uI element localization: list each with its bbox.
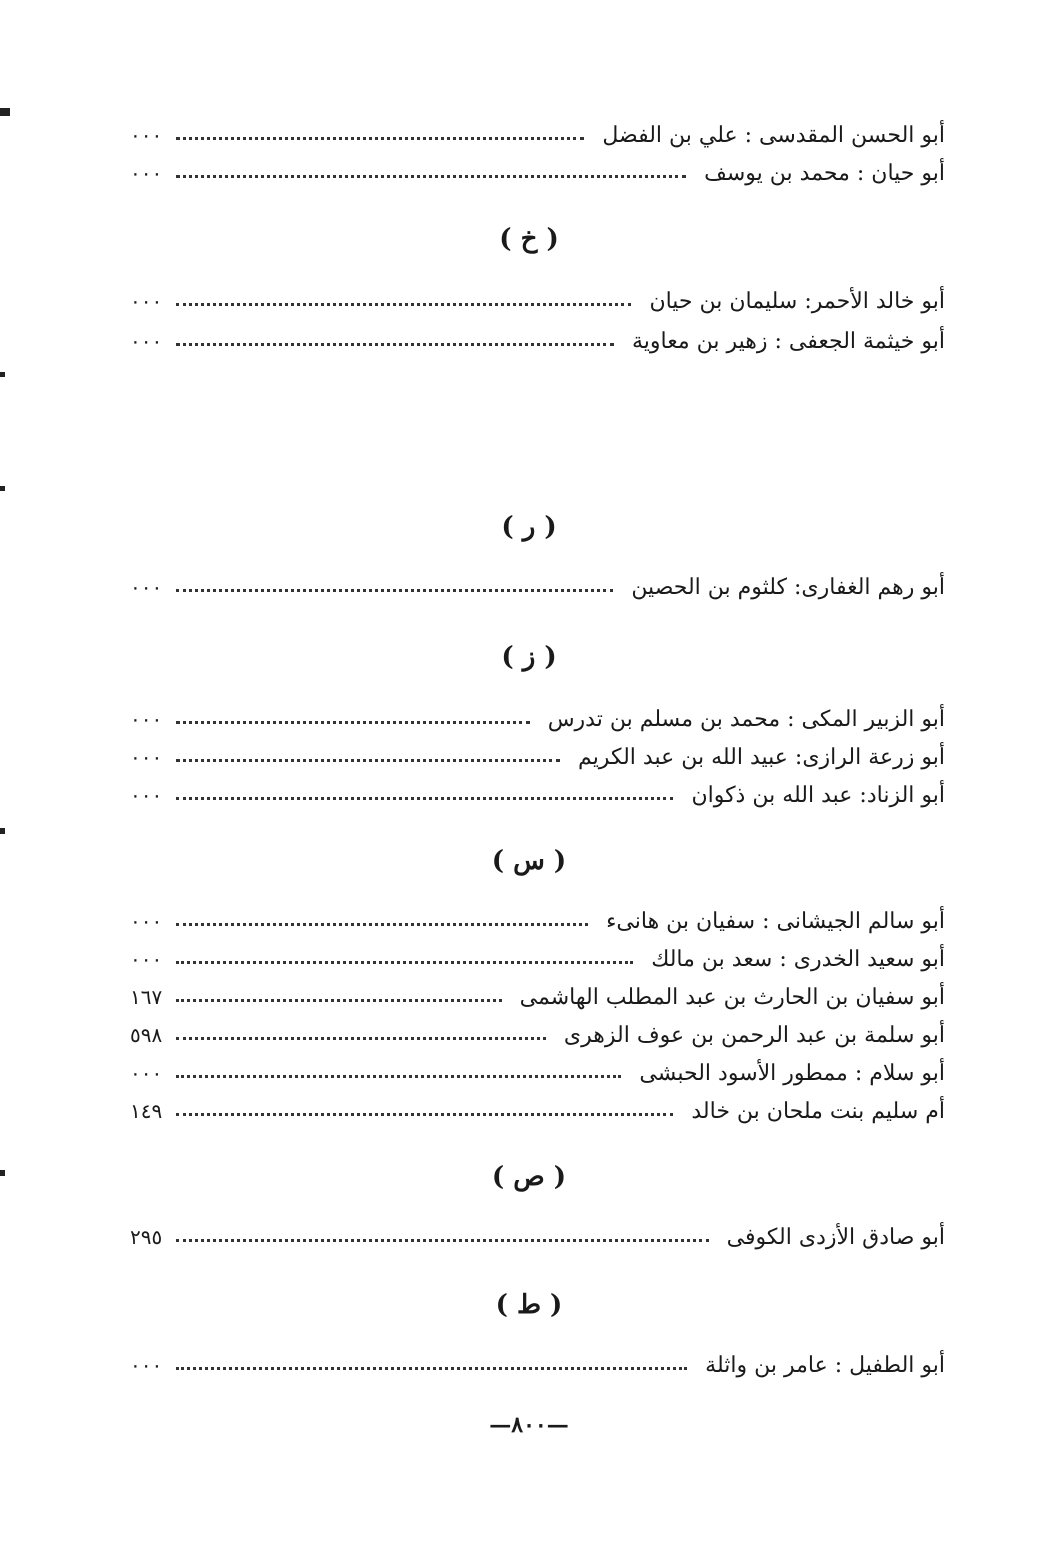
dot-leader	[176, 909, 588, 926]
entry-page: ٠٠٠	[130, 575, 163, 599]
entry-page: ٠٠٠	[130, 909, 163, 933]
entry-name: أبو خيثمة الجعفى : زهير بن معاوية	[632, 328, 945, 354]
index-entry	[130, 902, 945, 940]
entry-name: أبو حيان : محمد بن يوسف	[704, 160, 945, 186]
entry-page: ٠٠٠	[130, 745, 163, 769]
dot-leader	[176, 985, 502, 1002]
index-entry	[130, 568, 945, 606]
entry-page: ٥٩٨	[130, 1023, 163, 1047]
entry-page: ٠٠٠	[130, 783, 163, 807]
index-entry	[130, 1218, 945, 1256]
section-heading: ( س )	[491, 846, 567, 876]
section-heading: ( ر )	[501, 512, 557, 542]
entry-name: أبو صادق الأزدى الكوفى	[726, 1224, 945, 1250]
dot-leader	[176, 1023, 546, 1040]
dot-leader	[176, 329, 614, 346]
entry-name: أبو الطفيل : عامر بن واثلة	[705, 1352, 945, 1378]
entry-name: أبو خالد الأحمر: سليمان بن حيان	[649, 288, 945, 314]
section-heading: ( ص )	[491, 1162, 567, 1192]
entry-page: ٢٩٥	[130, 1225, 163, 1249]
entry-page: ٠٠٠	[130, 707, 163, 731]
index-entry	[130, 940, 945, 978]
dot-leader	[176, 289, 631, 306]
scan-mark	[0, 828, 5, 834]
dot-leader	[176, 783, 673, 800]
entry-page: ٠٠٠	[130, 161, 163, 185]
index-entry	[130, 700, 945, 738]
index-entry	[130, 1346, 945, 1384]
section-heading: ( ط )	[495, 1290, 563, 1320]
dot-leader	[176, 745, 560, 762]
entry-name: أبو الحسن المقدسى : علي بن الفضل	[602, 122, 945, 148]
index-entry	[130, 1054, 945, 1092]
entry-page: ٠٠٠	[130, 289, 163, 313]
index-entry	[130, 978, 945, 1016]
index-entry	[130, 322, 945, 360]
entry-page: ١٤٩	[130, 1099, 163, 1123]
scan-mark	[0, 486, 5, 491]
dot-leader	[176, 575, 613, 592]
dot-leader	[176, 161, 686, 178]
entry-name: أبو الزبير المكى : محمد بن مسلم بن تدرس	[547, 706, 945, 732]
entry-name: أبو رهم الغفارى: كلثوم بن الحصين	[631, 574, 945, 600]
entry-page: ٠٠٠	[130, 1061, 163, 1085]
index-entry	[130, 1092, 945, 1130]
index-entry	[130, 738, 945, 776]
dot-leader	[176, 1225, 709, 1242]
dot-leader	[176, 1353, 687, 1370]
entry-name: أم سليم بنت ملحان بن خالد	[691, 1098, 945, 1124]
index-entry	[130, 282, 945, 320]
entry-page: ٠٠٠	[130, 947, 163, 971]
entry-page: ٠٠٠	[130, 329, 163, 353]
index-entry	[130, 116, 945, 154]
page-number: —٨٠٠—	[489, 1412, 569, 1438]
entry-page: ٠٠٠	[130, 123, 163, 147]
index-entry	[130, 776, 945, 814]
entry-name: أبو سفيان بن الحارث بن عبد المطلب الهاشمى	[519, 984, 945, 1010]
section-heading: ( ز )	[501, 642, 557, 672]
entry-page: ٠٠٠	[130, 1353, 163, 1377]
scan-mark	[0, 372, 5, 377]
dot-leader	[176, 707, 530, 724]
dot-leader	[176, 947, 633, 964]
dot-leader	[176, 1099, 673, 1116]
entry-name: أبو زرعة الرازى: عبيد الله بن عبد الكريم	[578, 744, 945, 770]
index-entry	[130, 154, 945, 192]
entry-name: أبو الزناد: عبد الله بن ذكوان	[691, 782, 945, 808]
section-heading: ( خ )	[499, 224, 559, 254]
entry-name: أبو سعيد الخدرى : سعد بن مالك	[651, 946, 945, 972]
entry-name: أبو سالم الجيشانى : سفيان بن هانىء	[606, 908, 945, 934]
entry-name: أبو سلام : ممطور الأسود الحبشى	[639, 1060, 945, 1086]
scan-mark	[0, 108, 10, 116]
index-entry	[130, 1016, 945, 1054]
entry-name: أبو سلمة بن عبد الرحمن بن عوف الزهرى	[563, 1022, 945, 1048]
dot-leader	[176, 123, 584, 140]
entry-page: ١٦٧	[130, 985, 163, 1009]
dot-leader	[176, 1061, 621, 1078]
